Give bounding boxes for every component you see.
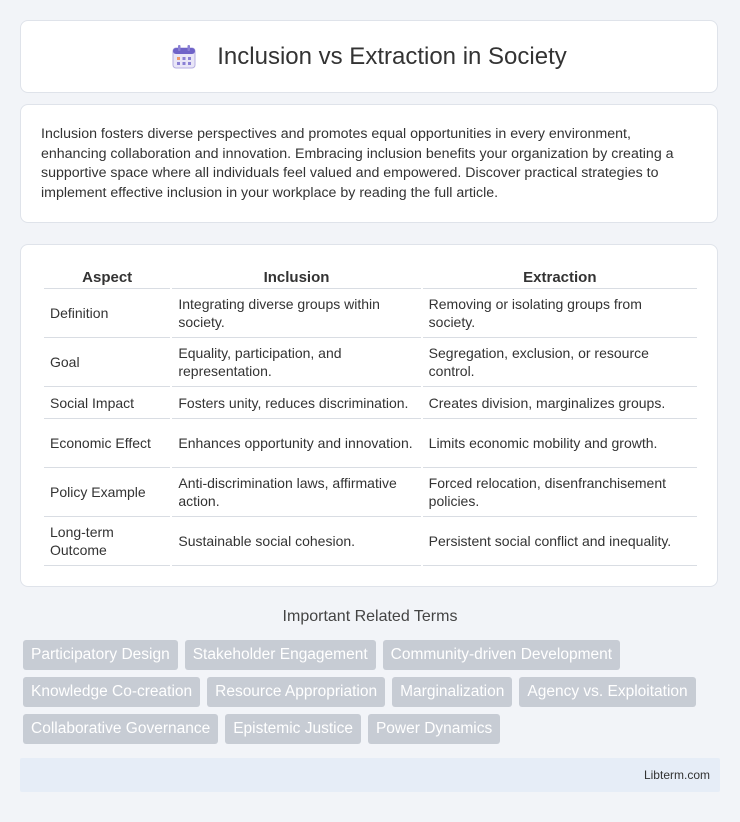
table-cell: Sustainable social cohesion.: [172, 517, 420, 566]
table-cell: Persistent social conflict and inequality.: [423, 517, 697, 566]
page-title: Inclusion vs Extraction in Society: [217, 42, 567, 70]
table-cell: Goal: [44, 338, 170, 387]
related-term-tag[interactable]: Resource Appropriation: [207, 677, 385, 707]
table-cell: Limits economic mobility and growth.: [423, 419, 697, 468]
comparison-table-card: [20, 244, 718, 587]
table-cell: Enhances opportunity and innovation.: [172, 419, 420, 468]
header-card: [20, 20, 718, 93]
table-cell: Long-term Outcome: [44, 517, 170, 566]
table-cell: Policy Example: [44, 468, 170, 517]
related-term-tag[interactable]: Power Dynamics: [368, 714, 500, 744]
table-cell: Integrating diverse groups within society.: [172, 289, 420, 338]
table-cell: Creates division, marginalizes groups.: [423, 387, 697, 419]
footer-brand-link[interactable]: Libterm.com: [643, 768, 710, 782]
table-cell: Economic Effect: [44, 419, 170, 468]
table-cell: Segregation, exclusion, or resource control.: [423, 338, 697, 387]
table-row: [44, 338, 697, 387]
header-extraction: Extraction: [423, 267, 697, 289]
related-term-tag[interactable]: Marginalization: [392, 677, 512, 707]
intro-card: [20, 104, 718, 223]
table-cell: Definition: [44, 289, 170, 338]
table-cell: Forced relocation, disenfranchisement policies.: [423, 468, 697, 517]
related-term-tag[interactable]: Epistemic Justice: [225, 714, 361, 744]
table-cell: Fosters unity, reduces discrimination.: [172, 387, 420, 419]
related-term-tag[interactable]: Stakeholder Engagement: [185, 640, 376, 670]
table-row: [44, 289, 697, 338]
intro-text: Inclusion fosters diverse perspectives and promotes equal opportunities in every environment, enhancing collaboration and innovation. Embracing inclusion benefits your organization by creating a supportive space where all individuals feel valued and empowered. Discover practical strategies to implement effective inclusion in your workplace by reading the full article.: [41, 126, 674, 201]
calendar-icon: [171, 44, 197, 70]
table-cell: Removing or isolating groups from society.: [423, 289, 697, 338]
table-row: [44, 387, 697, 419]
related-term-tag[interactable]: Knowledge Co-creation: [23, 677, 200, 707]
footer: [20, 758, 720, 792]
title-wrap: [171, 43, 567, 71]
table-row: [44, 517, 697, 566]
related-term-tag[interactable]: Community-driven Development: [383, 640, 620, 670]
table-row: [44, 419, 697, 468]
header-inclusion: Inclusion: [172, 267, 420, 289]
table-cell: Anti-discrimination laws, affirmative action.: [172, 468, 420, 517]
comparison-table: [42, 267, 699, 566]
related-term-tag[interactable]: Collaborative Governance: [23, 714, 218, 744]
related-term-tag[interactable]: Participatory Design: [23, 640, 178, 670]
related-term-tag[interactable]: Agency vs. Exploitation: [519, 677, 695, 707]
related-terms-list: [23, 640, 723, 744]
related-terms-title: Important Related Terms: [282, 608, 458, 625]
table-cell: Social Impact: [44, 387, 170, 419]
header-aspect: Aspect: [44, 267, 170, 289]
table-header-row: [44, 267, 697, 289]
table-cell: Equality, participation, and representation.: [172, 338, 420, 387]
table-row: [44, 468, 697, 517]
